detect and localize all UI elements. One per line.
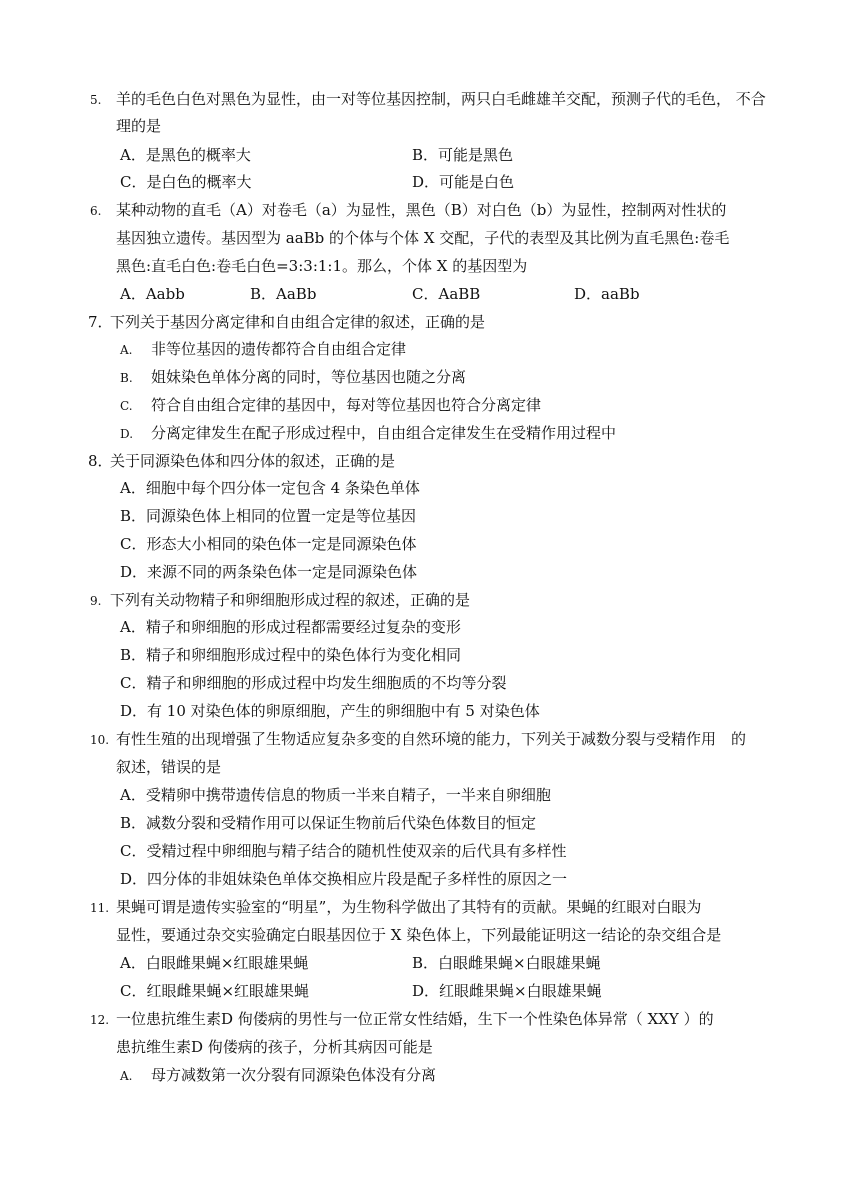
question-7-option-c: C. 符合自由组合定律的基因中，每对等位基因也符合分离定律: [120, 396, 542, 414]
question-7-option-a: A. 非等位基因的遗传都符合自由组合定律: [120, 340, 407, 358]
question-5-option-b: B．可能是黑色: [412, 146, 514, 164]
question-9-option-c: C．精子和卵细胞的形成过程中均发生细胞质的不均等分裂: [120, 674, 507, 692]
question-9-option-a: A．精子和卵细胞的形成过程都需要经过复杂的变形: [120, 618, 461, 636]
question-7-stem-line-1: 下列关于基因分离定律和自由组合定律的叙述，正确的是: [110, 313, 486, 331]
question-5-option-c: C．是白色的概率大: [120, 173, 252, 191]
question-12-option-a: A. 母方减数第一次分裂有同源染色体没有分离: [120, 1066, 437, 1084]
question-12-stem-line-2: 患抗维生素D 佝偻病的孩子，分析其病因可能是: [116, 1038, 433, 1056]
question-5-option-d: D．可能是白色: [412, 173, 515, 191]
question-8-option-c: C．形态大小相同的染色体一定是同源染色体: [120, 535, 417, 553]
question-8-number: 8．: [88, 452, 113, 470]
question-10-option-a: A．受精卵中携带遗传信息的物质一半来自精子，一半来自卵细胞: [120, 786, 551, 804]
question-8-option-d: D．来源不同的两条染色体一定是同源染色体: [120, 563, 418, 581]
question-8-stem-line-1: 关于同源染色体和四分体的叙述，正确的是: [110, 452, 396, 470]
question-11-option-a: A．白眼雌果蝇×红眼雄果蝇: [120, 954, 309, 972]
question-6-stem-line-2: 基因独立遗传。基因型为 aaBb 的个体与个体 X 交配，子代的表型及其比例为直毛黑色:卷毛: [116, 229, 730, 247]
question-9-option-d: D．有 10 对染色体的卵原细胞，产生的卵细胞中有 5 对染色体: [120, 702, 540, 720]
question-11-option-d: D．红眼雌果蝇×白眼雄果蝇: [412, 982, 602, 1000]
question-10-option-c: C．受精过程中卵细胞与精子结合的随机性使双亲的后代具有多样性: [120, 842, 567, 860]
question-6-stem-line-3: 黑色:直毛白色:卷毛白色=3:3:1:1。那么，个体 X 的基因型为: [116, 257, 528, 275]
question-5-stem-line-2: 理的是: [116, 117, 162, 135]
question-10-stem-line-2: 叙述，错误的是: [116, 758, 222, 776]
question-7-number: 7．: [88, 313, 113, 331]
question-6-number: 6.: [90, 204, 102, 218]
question-11-number: 11.: [90, 901, 110, 915]
question-8-option-b: B．同源染色体上相同的位置一定是等位基因: [120, 507, 417, 525]
question-10-stem-line-1: 有性生殖的出现增强了生物适应复杂多变的自然环境的能力，下列关于减数分裂与受精作用 的: [116, 730, 747, 748]
question-7-option-b: B. 姐妹染色单体分离的同时，等位基因也随之分离: [120, 368, 467, 386]
question-5-option-a: A．是黑色的概率大: [120, 146, 251, 164]
question-6-option-a: A．Aabb: [120, 285, 185, 303]
question-9-stem-line-1: 下列有关动物精子和卵细胞形成过程的叙述，正确的是: [110, 591, 471, 609]
question-9-option-b: B．精子和卵细胞形成过程中的染色体行为变化相同: [120, 646, 462, 664]
question-8-option-a: A．细胞中每个四分体一定包含 4 条染色单体: [120, 479, 420, 497]
question-11-stem-line-1: 果蝇可谓是遗传实验室的“明星”，为生物科学做出了其特有的贡献。果蝇的红眼对白眼为: [116, 898, 702, 916]
question-6-stem-line-1: 某种动物的直毛（A）对卷毛（a）为显性，黑色（B）对白色（b）为显性，控制两对性状的: [116, 201, 727, 219]
question-12-number: 12.: [90, 1013, 110, 1027]
question-10-option-b: B．减数分裂和受精作用可以保证生物前后代染色体数目的恒定: [120, 814, 537, 832]
question-6-option-c: C．AaBB: [412, 285, 481, 303]
question-6-option-b: B．AaBb: [250, 285, 317, 303]
question-10-option-d: D．四分体的非姐妹染色单体交换相应片段是配子多样性的原因之一: [120, 870, 568, 888]
question-12-stem-line-1: 一位患抗维生素D 佝偻病的男性与一位正常女性结婚，生下一个性染色体异常（ XXY ）的: [116, 1010, 714, 1028]
question-5-number: 5.: [90, 93, 102, 107]
question-11-stem-line-2: 显性，要通过杂交实验确定白眼基因位于 X 染色体上，下列最能证明这一结论的杂交组合是: [116, 926, 722, 944]
question-5-stem-line-1: 羊的毛色白色对黑色为显性，由一对等位基因控制，两只白毛雌雄羊交配，预测子代的毛色， 不合: [116, 90, 766, 108]
question-11-option-b: B．白眼雌果蝇×白眼雄果蝇: [412, 954, 601, 972]
question-11-option-c: C．红眼雌果蝇×红眼雄果蝇: [120, 982, 310, 1000]
question-9-number: 9.: [90, 594, 102, 608]
question-10-number: 10.: [90, 733, 110, 747]
question-6-option-d: D．aaBb: [574, 285, 640, 303]
question-7-option-d: D. 分离定律发生在配子形成过程中，自由组合定律发生在受精作用过程中: [120, 424, 617, 442]
